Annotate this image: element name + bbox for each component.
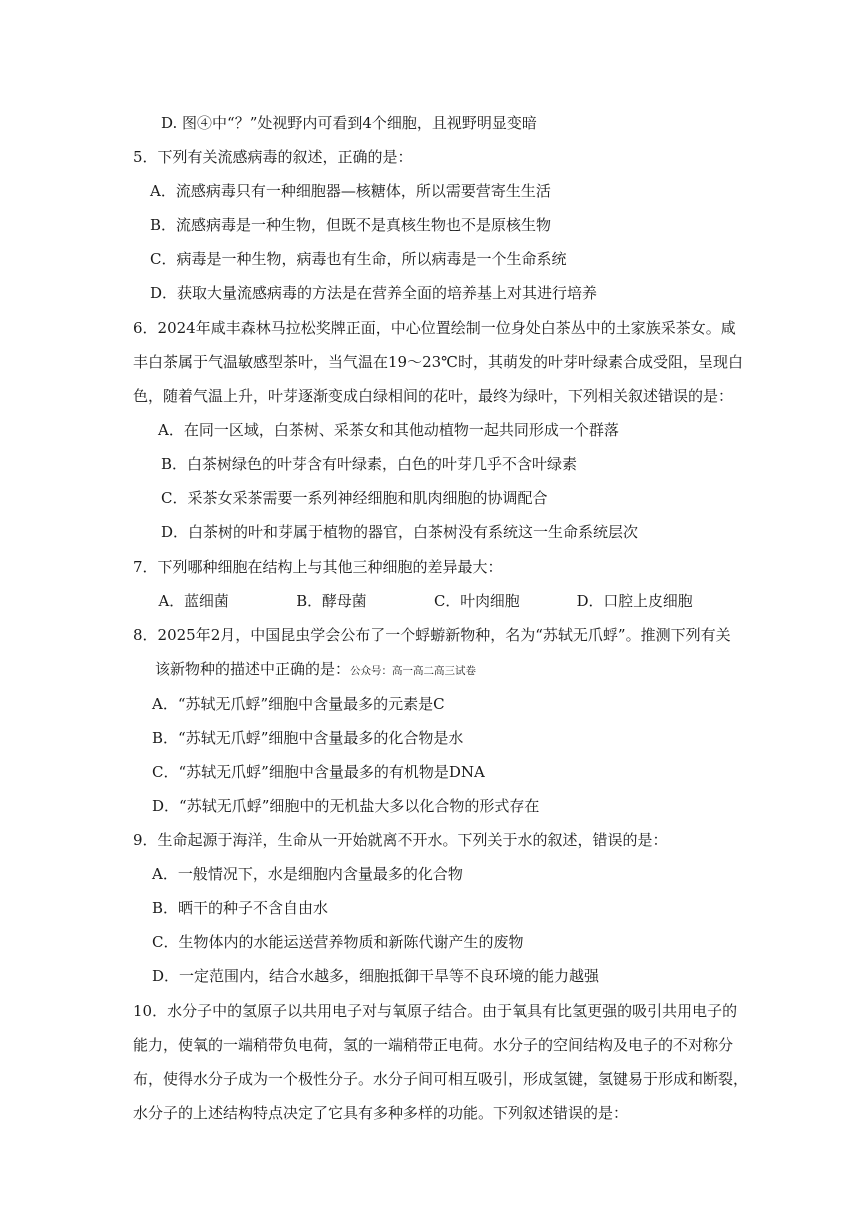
q10-stem-line-3: 布，使得水分子成为一个极性分子。水分子间可相互吸引，形成氢键，氢键易于形成和断裂， — [133, 1070, 749, 1088]
q7-option-d: D．口腔上皮细胞 — [576, 592, 693, 610]
q8-option-d: D．“苏轼无爪蜉”细胞中的无机盐大多以化合物的形式存在 — [152, 797, 540, 815]
q10-stem-line-2: 能力，使氧的一端稍带负电荷，氢的一端稍带正电荷。水分子的空间结构及电子的不对称分 — [133, 1036, 734, 1054]
q6-option-b: B．白茶树绿色的叶芽含有叶绿素，白色的叶芽几乎不含叶绿素 — [161, 455, 578, 473]
q6-option-d: D．白茶树的叶和芽属于植物的器官，白茶树没有系统这一生命系统层次 — [161, 523, 639, 541]
q5-option-c: C．病毒是一种生物，病毒也有生命，所以病毒是一个生命系统 — [150, 250, 567, 268]
q8-stem-text: 该新物种的描述中正确的是： — [155, 660, 351, 678]
watermark-text: 公众号：高一高二高三试卷 — [350, 665, 477, 677]
q6-stem-line-1: 6．2024年咸丰森林马拉松奖牌正面，中心位置绘制一位身处白茶丛中的土家族采茶女。咸 — [133, 319, 736, 337]
q9-stem: 9．生命起源于海洋，生命从一开始就离不开水。下列关于水的叙述，错误的是： — [133, 831, 668, 849]
q7-stem: 7．下列哪种细胞在结构上与其他三种细胞的差异最大： — [133, 558, 503, 576]
q8-option-c: C．“苏轼无爪蜉”细胞中含量最多的有机物是DNA — [152, 763, 485, 781]
q6-option-a: A．在同一区域，白茶树、采茶女和其他动植物一起共同形成一个群落 — [158, 421, 619, 439]
q9-option-a: A．一般情况下，水是细胞内含量最多的化合物 — [152, 865, 463, 883]
q8-option-b: B．“苏轼无爪蜉”细胞中含量最多的化合物是水 — [152, 729, 464, 747]
q10-stem-line-4: 水分子的上述结构特点决定了它具有多种多样的功能。下列叙述错误的是： — [133, 1104, 629, 1122]
q10-stem-line-1: 10．水分子中的氢原子以共用电子对与氧原子结合。由于氧具有比氢更强的吸引共用电子的 — [133, 1002, 738, 1020]
q6-option-c: C．采茶女采茶需要一系列神经细胞和肌肉细胞的协调配合 — [161, 489, 548, 507]
q8-option-a: A．“苏轼无爪蜉”细胞中含量最多的元素是C — [152, 695, 445, 713]
q5-option-a: A．流感病毒只有一种细胞器—核糖体，所以需要营寄生生活 — [150, 182, 551, 200]
q7-option-b: B．酵母菌 — [296, 592, 367, 610]
q7-option-a: A．蓝细菌 — [158, 592, 229, 610]
q5-stem: 5．下列有关流感病毒的叙述，正确的是： — [133, 148, 413, 166]
q6-stem-line-3: 色，随着气温上升，叶芽逐渐变成白绿相间的花叶，最终为绿叶，下列相关叙述错误的是： — [133, 387, 734, 405]
q4-option-d: D. 图④中“？”处视野内可看到4个细胞，且视野明显变暗 — [161, 114, 537, 132]
q5-option-d: D．获取大量流感病毒的方法是在营养全面的培养基上对其进行培养 — [150, 284, 598, 302]
q6-stem-line-2: 丰白茶属于气温敏感型茶叶，当气温在19～23℃时，其萌发的叶芽叶绿素合成受阻，呈现白 — [133, 353, 743, 371]
q8-stem-line-2 — [155, 659, 476, 681]
q9-option-c: C．生物体内的水能运送营养物质和新陈代谢产生的废物 — [152, 933, 524, 951]
q9-option-d: D．一定范围内，结合水越多，细胞抵御干旱等不良环境的能力越强 — [152, 967, 600, 985]
q8-stem-line-1: 8．2025年2月，中国昆虫学会公布了一个蜉蝣新物种，名为“苏轼无爪蜉”。推测下列有关 — [133, 626, 731, 644]
q5-option-b: B．流感病毒是一种生物，但既不是真核生物也不是原核生物 — [150, 216, 552, 234]
q7-option-c: C．叶肉细胞 — [433, 592, 520, 610]
q9-option-b: B．晒干的种子不含自由水 — [152, 899, 329, 917]
